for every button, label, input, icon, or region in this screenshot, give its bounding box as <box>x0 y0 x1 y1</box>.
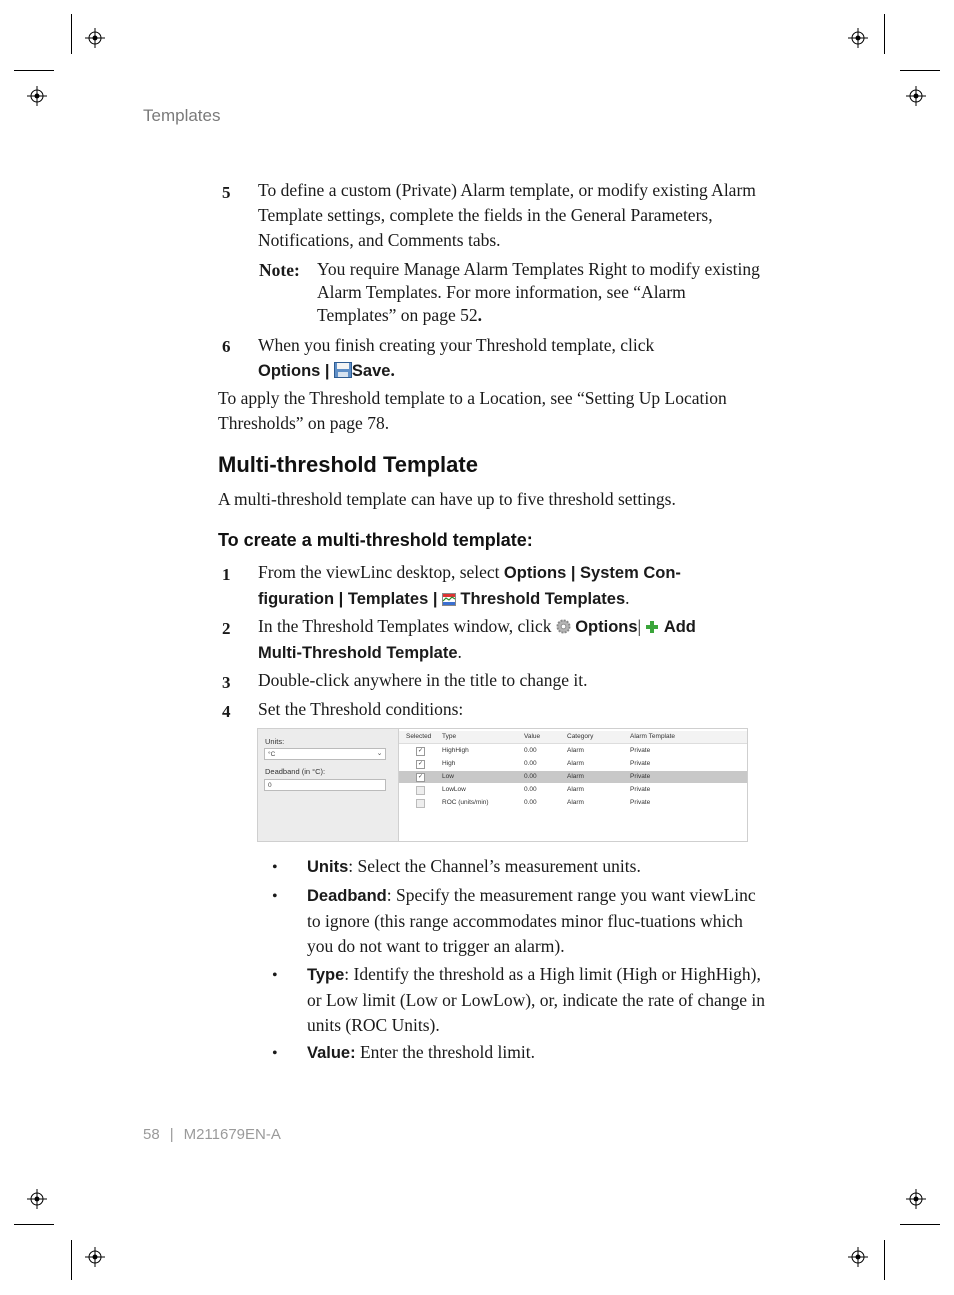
registration-mark-icon <box>848 28 868 48</box>
step-number: 2 <box>222 619 231 638</box>
step-text: To define a custom (Private) Alarm template, or modify existing Alarm Template settings, complete the fields in the General Parameters, Notifications, and Comments tabs. <box>258 180 756 250</box>
registration-mark-icon <box>27 86 47 106</box>
step-text: When you finish creating your Threshold template, click Options | Save. <box>258 335 655 380</box>
table-cell-value: 0.00 <box>524 786 537 793</box>
step-text: Double-click anywhere in the title to change it. <box>258 670 588 690</box>
ui-save-label: Save <box>351 362 391 380</box>
selected-checkbox[interactable]: ✓ <box>417 774 424 780</box>
note-label: Note: <box>259 260 300 280</box>
column-header: Value <box>524 733 541 740</box>
green-plus-icon <box>645 620 659 634</box>
step-number: 1 <box>222 565 231 584</box>
step-text: In the Threshold Templates window, click Options| Add Multi-Threshold Template. <box>258 616 696 662</box>
bullet-item: Type: Identify the threshold as a High limit (High or HighHigh), or Low limit (Low or LowLow), or, indicate the rate of change in units (ROC Units). <box>307 964 766 1035</box>
step-text: Set the Threshold conditions: <box>258 699 464 719</box>
table-cell-type: LowLow <box>442 786 466 793</box>
footer-separator: | <box>169 1126 174 1143</box>
table-cell-type: Low <box>442 773 454 780</box>
table-cell-template: Private <box>630 799 651 806</box>
table-row[interactable] <box>399 745 747 757</box>
table-row[interactable] <box>399 771 747 783</box>
procedure-title: To create a multi-threshold template: <box>218 530 533 550</box>
bullet-dot: • <box>272 859 278 876</box>
step-number: 5 <box>222 183 231 202</box>
bullet-dot: • <box>272 1045 278 1062</box>
registration-mark-icon <box>27 1189 47 1209</box>
chevron-down-icon: ⌄ <box>376 750 383 757</box>
column-header: Category <box>567 733 594 740</box>
bullet-dot: • <box>272 888 278 905</box>
table-cell-type: ROC (units/min) <box>442 799 489 806</box>
threshold-settings-screenshot <box>257 728 748 842</box>
table-cell-category: Alarm <box>567 786 584 793</box>
step-number: 4 <box>222 702 231 721</box>
registration-mark-icon <box>906 1189 926 1209</box>
selected-checkbox[interactable] <box>416 786 425 795</box>
table-cell-value: 0.00 <box>524 799 537 806</box>
section-intro: A multi-threshold template can have up to five threshold settings. <box>218 489 676 509</box>
deadband-input[interactable]: 0 <box>264 779 386 791</box>
table-cell-category: Alarm <box>567 799 584 806</box>
table-cell-type: High <box>442 760 456 767</box>
table-cell-value: 0.00 <box>524 760 537 767</box>
registration-mark-icon <box>85 1247 105 1267</box>
bullet-item: Value: Enter the threshold limit. <box>307 1042 535 1062</box>
note-text: You require Manage Alarm Templates Right to modify existing Alarm Templates. For more information, see “Alarm Templates” on page 52. <box>317 259 760 325</box>
table-cell-template: Private <box>630 773 651 780</box>
table-header <box>399 731 747 744</box>
column-header: Alarm Template <box>630 733 676 740</box>
registration-mark-icon <box>85 28 105 48</box>
table-cell-category: Alarm <box>567 760 584 767</box>
deadband-label: Deadband (in °C): <box>265 767 326 776</box>
registration-mark-icon <box>848 1247 868 1267</box>
thresholds-table <box>399 729 747 841</box>
apply-paragraph: To apply the Threshold template to a Location, see “Setting Up Location Thresholds” on page 78. <box>218 388 727 433</box>
units-select[interactable]: °C ⌄ <box>264 748 386 760</box>
units-label: Units: <box>265 737 285 746</box>
gear-icon <box>556 619 571 634</box>
selected-checkbox[interactable] <box>416 799 425 808</box>
table-cell-value: 0.00 <box>524 773 537 780</box>
table-cell-category: Alarm <box>567 773 584 780</box>
threshold-chart-icon <box>442 593 456 606</box>
running-head: Templates <box>143 106 221 125</box>
column-header: Type <box>442 733 457 740</box>
document-code: M211679EN-A <box>183 1126 281 1143</box>
table-row[interactable] <box>399 758 747 770</box>
bullet-dot: • <box>272 967 278 984</box>
selected-checkbox[interactable]: ✓ <box>417 761 424 767</box>
page-number: 58 <box>143 1126 160 1143</box>
column-header: Selected <box>406 733 432 740</box>
bullet-item: Units: Select the Channel’s measurement units. <box>307 856 641 876</box>
table-row[interactable] <box>399 797 747 809</box>
table-cell-template: Private <box>630 760 651 767</box>
table-cell-type: HighHigh <box>442 747 469 754</box>
section-title: Multi-threshold Template <box>218 452 478 477</box>
bullet-item: Deadband: Specify the measurement range you want viewLinc to ignore (this range accommodates minor fluc-tuations which you do not want to trigger an alarm). <box>307 885 756 956</box>
settings-panel <box>258 729 399 841</box>
table-row[interactable] <box>399 784 747 796</box>
table-cell-template: Private <box>630 786 651 793</box>
step-text: From the viewLinc desktop, select Options | System Con- figuration | Templates | Threshold Templates. <box>258 562 681 608</box>
registration-mark-icon <box>906 86 926 106</box>
step-number: 3 <box>222 673 231 692</box>
page-footer <box>143 1126 281 1143</box>
ui-options-label: Options | <box>258 362 330 380</box>
table-cell-category: Alarm <box>567 747 584 754</box>
table-cell-template: Private <box>630 747 651 754</box>
selected-checkbox[interactable]: ✓ <box>417 748 424 754</box>
table-cell-value: 0.00 <box>524 747 537 754</box>
step-number: 6 <box>222 337 231 356</box>
floppy-disk-icon <box>334 362 352 378</box>
